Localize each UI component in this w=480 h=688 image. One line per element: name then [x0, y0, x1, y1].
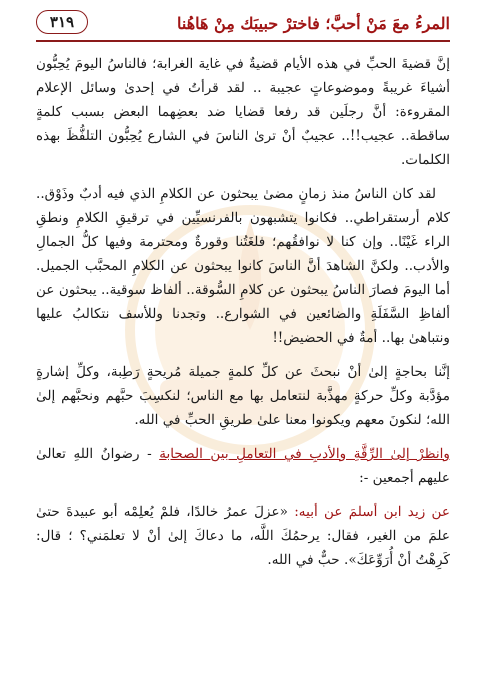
page-header — [36, 10, 450, 42]
paragraph-3: إنَّنا بحاجةٍ إلىٰ أنْ نبحثَ عن كلِّ كلمةٍ جميلة مُريحةٍ رَطِبة، وكلِّ إشارةٍ مؤدَّبة وكلِّ حركةٍ مهذَّبة لنتعامل بها مع الناس؛ لنكسِبَ حبَّهم ونحبَّهم إلىٰ الله؛ لنكونَ معهم ويكونوا معنا علىٰ طريقِ الحبِّ في الله. — [36, 364, 450, 428]
page-number-badge: ٣١٩ — [36, 10, 88, 34]
companions-link: وانظرْ إلىٰ الرِّقَّةِ والأدبِ في التعاملِ بين الصحابة — [159, 446, 450, 462]
running-title: المرءُ معَ مَنْ أحبَّ؛ فاخترْ حبيبَك مِنْ هَاهُنا — [176, 14, 450, 33]
paragraph-2: لقد كان الناسُ منذ زمانٍ مضىٰ يبحثون عن الكلامِ الذي فيه أدبٌ وذَوْق.. كلام أرستقراطي.. فكانوا يتشبهون بالفرنسيِّين في ترقيقِ الكلامِ ونطقِ الراء غَيْنًا.. وإن كنا لا نوافقُهم؛ فلغَتُنا وقورةٌ ومحترمة وفيها كلُّ الجمالِ والأدب.. ولكنَّ الشاهدَ أنَّ الناسَ كانوا يبحثون عن الكلامِ المحبَّب الجميل. أما اليومَ فصارَ الناسُ يبحثون عن كلامِ السُّوقة.. ألفاظ سوقية.. يبحثون عن ألفاظِ السَّفَلَةِ والضائعين في الشوارع.. وتجدنا وللأسف نتكالبُ عليها ونتباهىٰ بها.. أمةٌ في الحضيض!! — [36, 186, 451, 346]
paragraph-1: إنَّ قضيةَ الحبِّ في هذه الأيام قضيةٌ في غاية الغرابة؛ فالناسُ اليومَ يُحِبُّون أشياءَ غريبةً وموضوعاتٍ عجيبة .. لقد قرأتُ في إحدىٰ وسائل الإعلام المقروءة: أنَّ رجلَين قد رفعا قضايا ضد بعضِهما البعض بسبب كلمةٍ ساقطة.. عجيب!!.. عجيبٌ أنْ ترىٰ الناسَ في الشارع يُحِبُّون التلفُّظَ بهذه الكلمات. — [36, 56, 450, 168]
page-body — [36, 52, 450, 582]
companions-rest: - رضوانُ اللهِ تعالىٰ عليهم أجمعين -: — [36, 446, 450, 486]
hadith-narrator: عن زيد ابن أسلمَ عن أبيه: — [287, 504, 450, 520]
hadith-text: «عزلَ عمرُ خالدًا، فلمْ يُعلِمْه أبو عبيدةَ حتىٰ علمَ من الغير، فقال: يرحمُكَ اللَّه، ما دعاكَ إلىٰ أنْ لا تعلمَني؟ ؛ قال: كَرِهْتُ أنْ أُرَوِّعَكَ». حبٌّ في الله. — [36, 504, 450, 568]
hadith-paragraph — [36, 500, 450, 572]
companions-intro — [36, 442, 450, 490]
